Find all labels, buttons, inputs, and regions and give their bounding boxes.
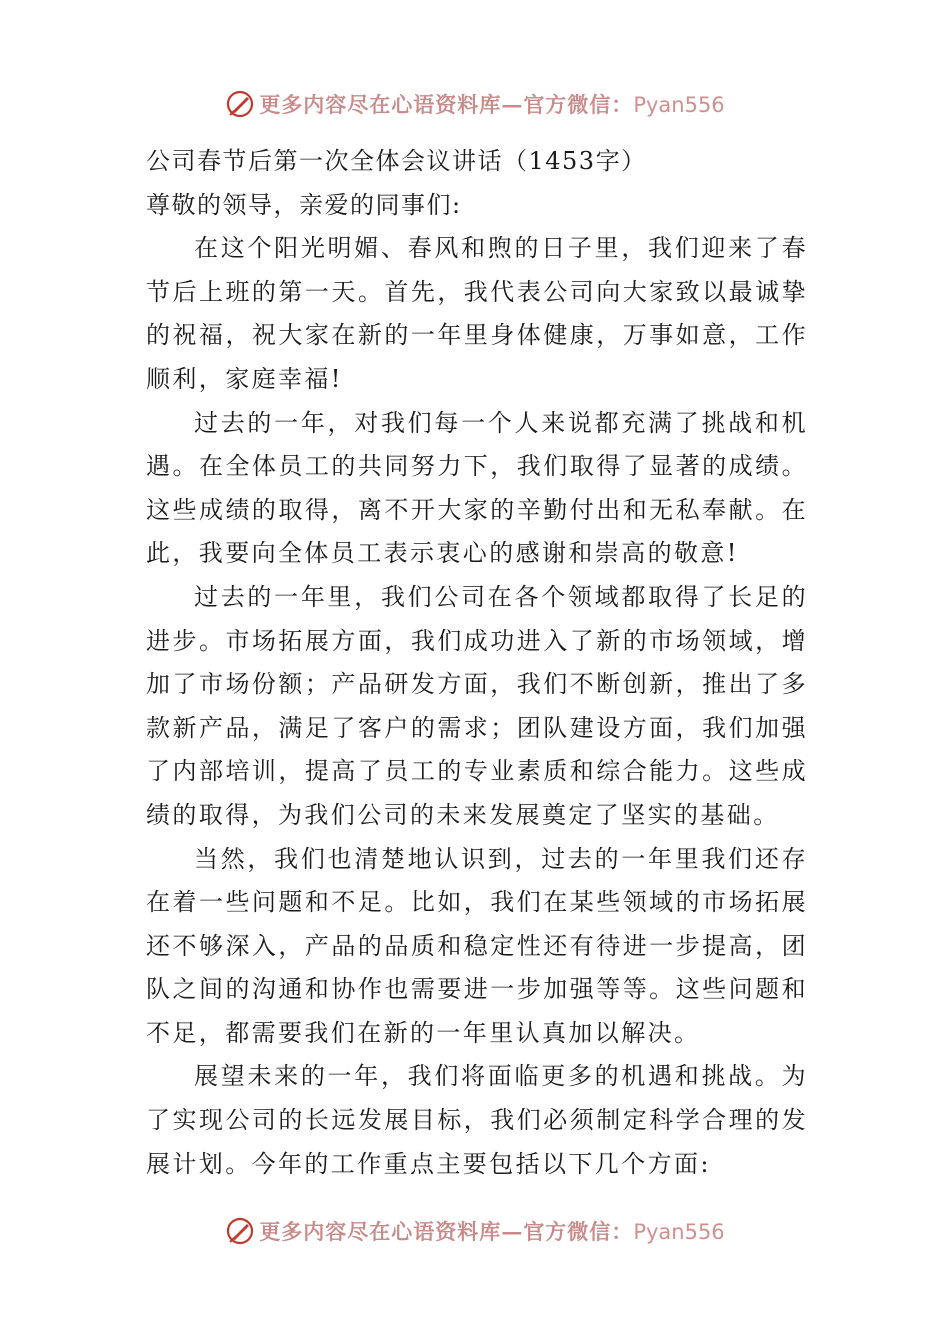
quill-logo-icon [225,1216,255,1246]
watermark-dash: — [501,1219,524,1244]
document-body [146,140,808,1186]
watermark-wechat-label: 官方微信： [523,92,634,117]
watermark-site-text: 更多内容尽在心语资料库 [259,1219,502,1244]
watermark-site-text: 更多内容尽在心语资料库 [259,92,502,117]
paragraph: 在这个阳光明媚、春风和煦的日子里，我们迎来了春节后上班的第一天。首先，我代表公司向大家致以最诚挚的祝福，祝大家在新的一年里身体健康，万事如意，工作顺利，家庭幸福! [146,234,808,393]
watermark-wechat-id: Pyan556 [633,93,725,117]
paragraph: 过去的一年，对我们每一个人来说都充满了挑战和机遇。在全体员工的共同努力下，我们取得了显著的成绩。这些成绩的取得，离不开大家的辛勤付出和无私奉献。在此，我要向全体员工表示衷心的感谢和崇高的敬意! [146,408,808,568]
salutation: 尊敬的领导，亲爱的同事们: [146,190,462,219]
watermark-dash: — [501,92,524,117]
paragraph: 展望未来的一年，我们将面临更多的机遇和挑战。为了实现公司的长远发展目标，我们必须制定科学合理的发展计划。今年的工作重点主要包括以下几个方面: [146,1062,808,1178]
footer-watermark [0,1211,950,1251]
watermark-text [259,1216,724,1246]
paragraph: 当然，我们也清楚地认识到，过去的一年里我们还存在着一些问题和不足。比如，我们在某些领域的市场拓展还不够深入，产品的品质和稳定性还有待进一步提高，团队之间的沟通和协作也需要进一步加强等等。这些问题和不足，都需要我们在新的一年里认真加以解决。 [146,844,808,1047]
header-watermark [0,84,950,124]
watermark-wechat-label: 官方微信： [523,1219,634,1244]
document-title: 公司春节后第一次全体会议讲话（1453字） [146,147,647,175]
watermark-wechat-id: Pyan556 [633,1220,725,1244]
paragraph: 过去的一年里，我们公司在各个领域都取得了长足的进步。市场拓展方面，我们成功进入了新的市场领域，增加了市场份额；产品研发方面，我们不断创新，推出了多款新产品，满足了客户的需求；团队建设方面，我们加强了内部培训，提高了员工的专业素质和综合能力。这些成绩的取得，为我们公司的未来发展奠定了坚实的基础。 [146,582,808,829]
watermark-text [259,89,724,119]
quill-logo-icon [225,89,255,119]
